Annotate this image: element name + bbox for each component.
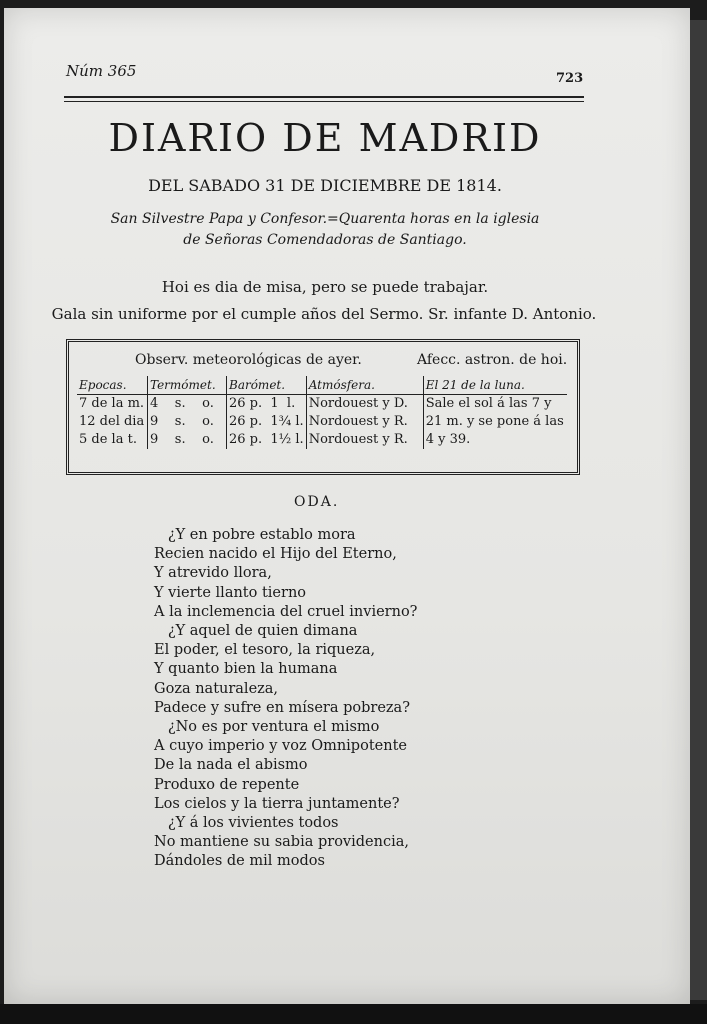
page-edge-shadow: [690, 20, 707, 1000]
header-rule: [64, 96, 584, 98]
newspaper-page: [4, 8, 690, 1004]
mass-notice: Hoi es dia de misa, pero se puede trabajar.: [161, 278, 489, 296]
bottom-edge: [0, 1004, 707, 1024]
col-termometro: Termómet.: [148, 376, 227, 395]
baro-cell: 26 p. 1½ l.: [227, 431, 307, 449]
poem-line: ¿No es por ventura el mismo: [154, 719, 380, 736]
poem-line: ¿Y aquel de quien dimana: [154, 623, 358, 640]
poem-line: Y atrevido llora,: [154, 565, 272, 582]
col-barometro: Barómet.: [227, 376, 307, 395]
poem-title: ODA.: [294, 494, 340, 510]
meteorological-box: [66, 339, 580, 475]
poem-line: Y vierte llanto tierno: [154, 584, 307, 601]
meteo-heading-left: Observ. meteorológicas de ayer.: [135, 352, 362, 368]
epoca-cell: 12 del dia: [79, 414, 145, 429]
baro-cell: 26 p. 1 l.: [227, 395, 307, 414]
poem-line: Produxo de repente: [154, 776, 300, 793]
meteorological-table: [77, 376, 567, 449]
poem-line: El poder, el tesoro, la riqueza,: [154, 642, 376, 659]
col-epocas: Epocas.: [77, 376, 148, 395]
poem-line: ¿Y en pobre establo mora: [154, 527, 356, 543]
poem-line: Y quanto bien la humana: [154, 661, 338, 678]
termo-cell: 9 s. o.: [148, 431, 227, 449]
masthead-title: DIARIO DE MADRID: [108, 116, 542, 160]
table-row: [77, 395, 567, 414]
atmos-cell: Nordouest y D.: [306, 395, 423, 414]
poem-line: A cuyo imperio y voz Omnipotente: [154, 738, 407, 755]
atmos-cell: Nordouest y R.: [306, 431, 423, 449]
poem-line: Dándoles de mil modos: [154, 853, 325, 870]
moon-cell: Sale el sol á las 7 y 21 m. y se pone á las 4 y 39.: [423, 395, 567, 450]
poem-line: No mantiene su sabia providencia,: [154, 834, 409, 851]
header-rule-thin: [64, 101, 584, 102]
poem-line: A la inclemencia del cruel invierno?: [154, 603, 418, 620]
saints-line-1: San Silvestre Papa y Confesor.=Quarenta horas en la iglesia: [110, 211, 540, 227]
saints-of-the-day: [64, 209, 586, 251]
issue-number: Núm 365: [66, 62, 137, 80]
termo-cell: 9 s. o.: [148, 413, 227, 431]
poem-line: Padece y sufre en mísera pobreza?: [154, 699, 410, 716]
poem-line: Goza naturaleza,: [154, 680, 279, 697]
termo-cell: 4 s. o.: [148, 395, 227, 414]
epoca-cell: 7 de la m.: [79, 396, 145, 411]
atmos-cell: Nordouest y R.: [306, 413, 423, 431]
poem-line: Los cielos y la tierra juntamente?: [154, 795, 400, 812]
col-atmosfera: Atmósfera.: [306, 376, 423, 395]
poem-line: ¿Y á los vivientes todos: [154, 815, 339, 832]
dateline: DEL SABADO 31 DE DICIEMBRE DE 1814.: [148, 176, 502, 195]
poem-body: [154, 526, 614, 872]
baro-cell: 26 p. 1¾ l.: [227, 413, 307, 431]
epoca-cell: 5 de la t.: [79, 432, 137, 447]
gala-notice: Gala sin uniforme por el cumple años del Sermo. Sr. infante D. Antonio.: [51, 305, 597, 323]
meteo-heading-right: Afecc. astron. de hoi.: [417, 352, 568, 368]
saints-line-2: de Señoras Comendadoras de Santiago.: [183, 232, 467, 248]
page-number: 723: [556, 71, 584, 86]
poem-line: De la nada el abismo: [154, 757, 308, 774]
col-luna: El 21 de la luna.: [423, 376, 567, 395]
poem-line: Recien nacido el Hijo del Eterno,: [154, 546, 397, 563]
